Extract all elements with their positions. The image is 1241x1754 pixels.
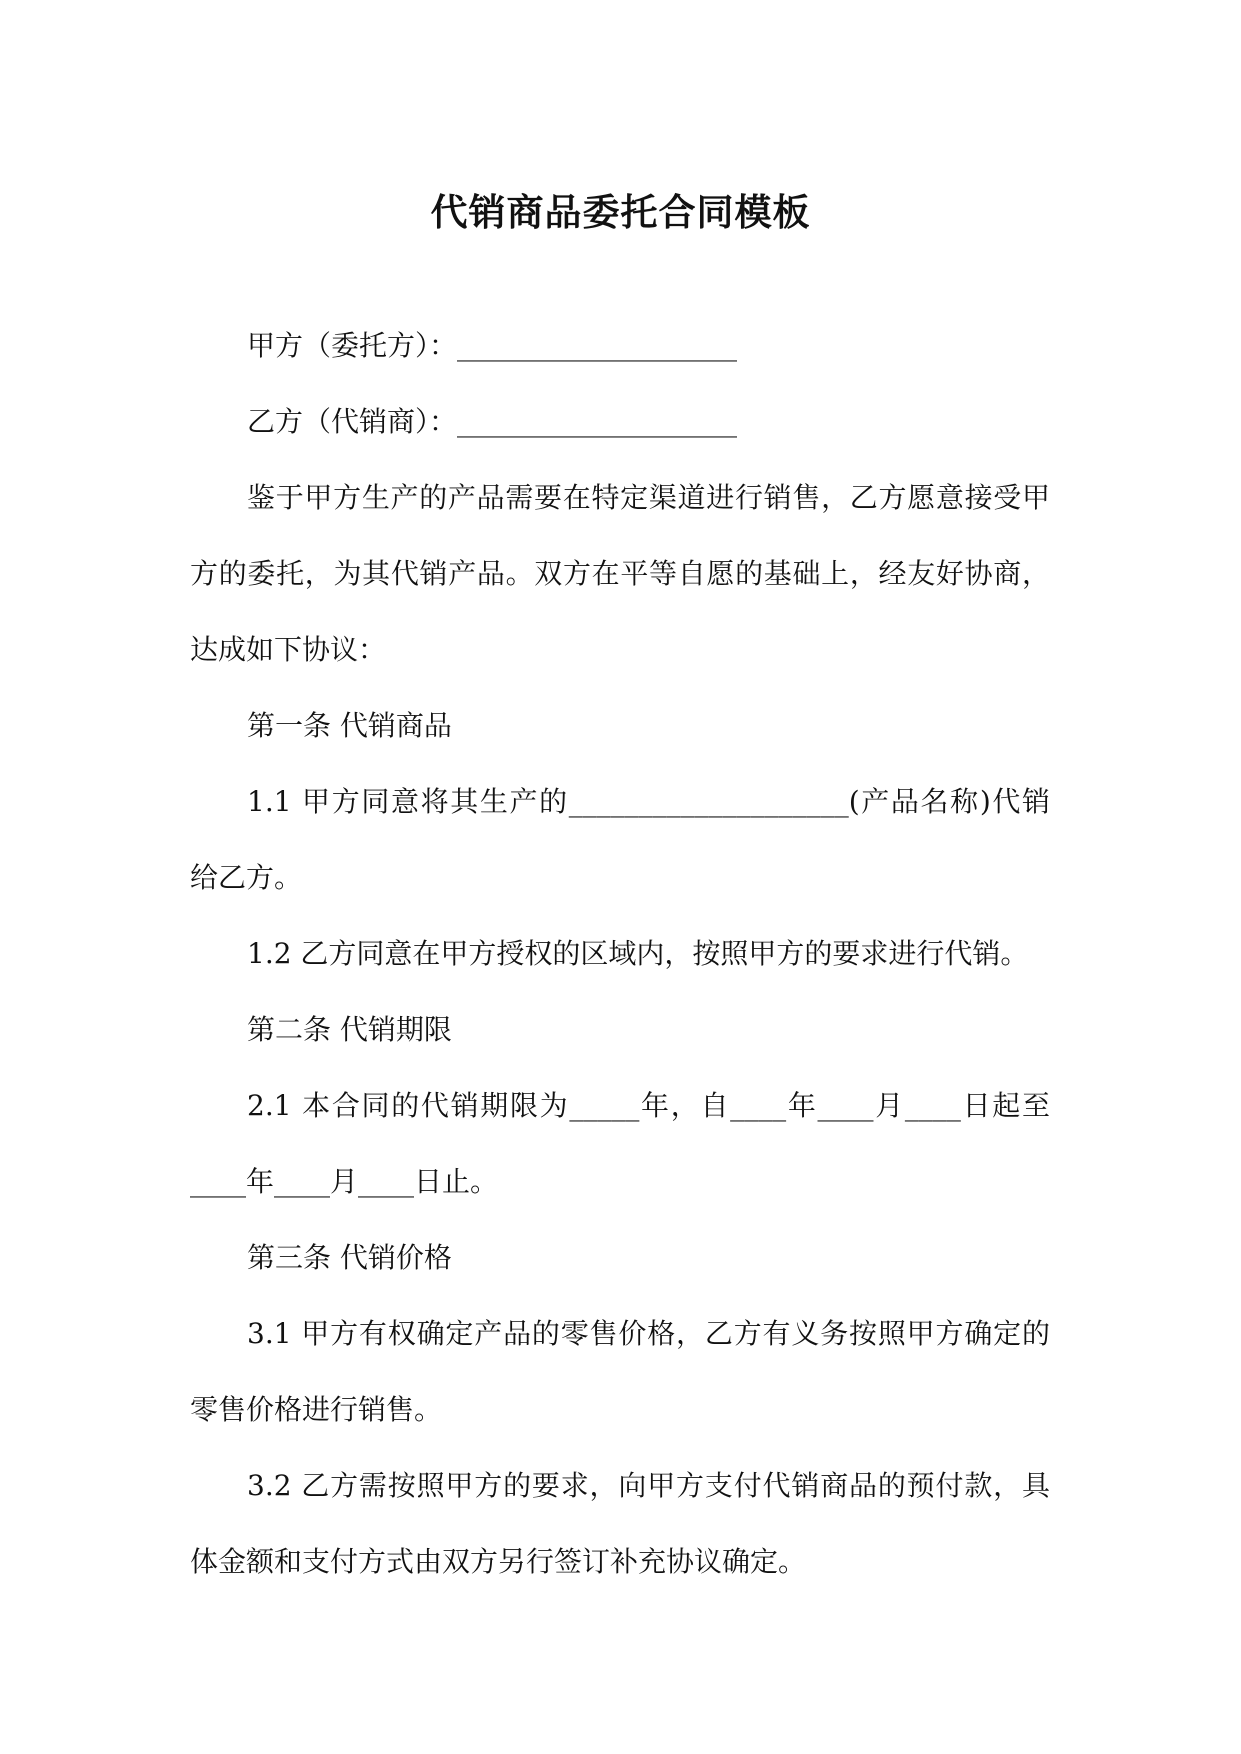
clause-3-1: 3.1 甲方有权确定产品的零售价格，乙方有义务按照甲方确定的零售价格进行销售。 bbox=[190, 1317, 1050, 1426]
clause-3-2: 3.2 乙方需按照甲方的要求，向甲方支付代销商品的预付款，具体金额和支付方式由双方另行签订补充协议确定。 bbox=[190, 1469, 1050, 1578]
clause-2-1: 2.1 本合同的代销期限为_____年，自____年____月____日起至____年____月____日止。 bbox=[190, 1089, 1050, 1198]
preamble-paragraph: 鉴于甲方生产的产品需要在特定渠道进行销售，乙方愿意接受甲方的委托，为其代销产品。双方在平等自愿的基础上，经友好协商，达成如下协议： bbox=[190, 481, 1050, 666]
document-title: 代销商品委托合同模板 bbox=[430, 190, 811, 234]
clause-1-2: 1.2 乙方同意在甲方授权的区域内，按照甲方的要求进行代销。 bbox=[247, 937, 1029, 970]
party-b-line: 乙方（代销商）：____________________ bbox=[247, 405, 738, 438]
article-2-heading: 第二条 代销期限 bbox=[247, 1013, 452, 1046]
article-1-heading: 第一条 代销商品 bbox=[247, 709, 452, 742]
article-3-heading: 第三条 代销价格 bbox=[247, 1241, 452, 1274]
party-a-line: 甲方（委托方）：____________________ bbox=[247, 329, 738, 362]
clause-1-1: 1.1 甲方同意将其生产的____________________(产品名称)代销给乙方。 bbox=[190, 785, 1050, 894]
document-body bbox=[190, 308, 1050, 1600]
